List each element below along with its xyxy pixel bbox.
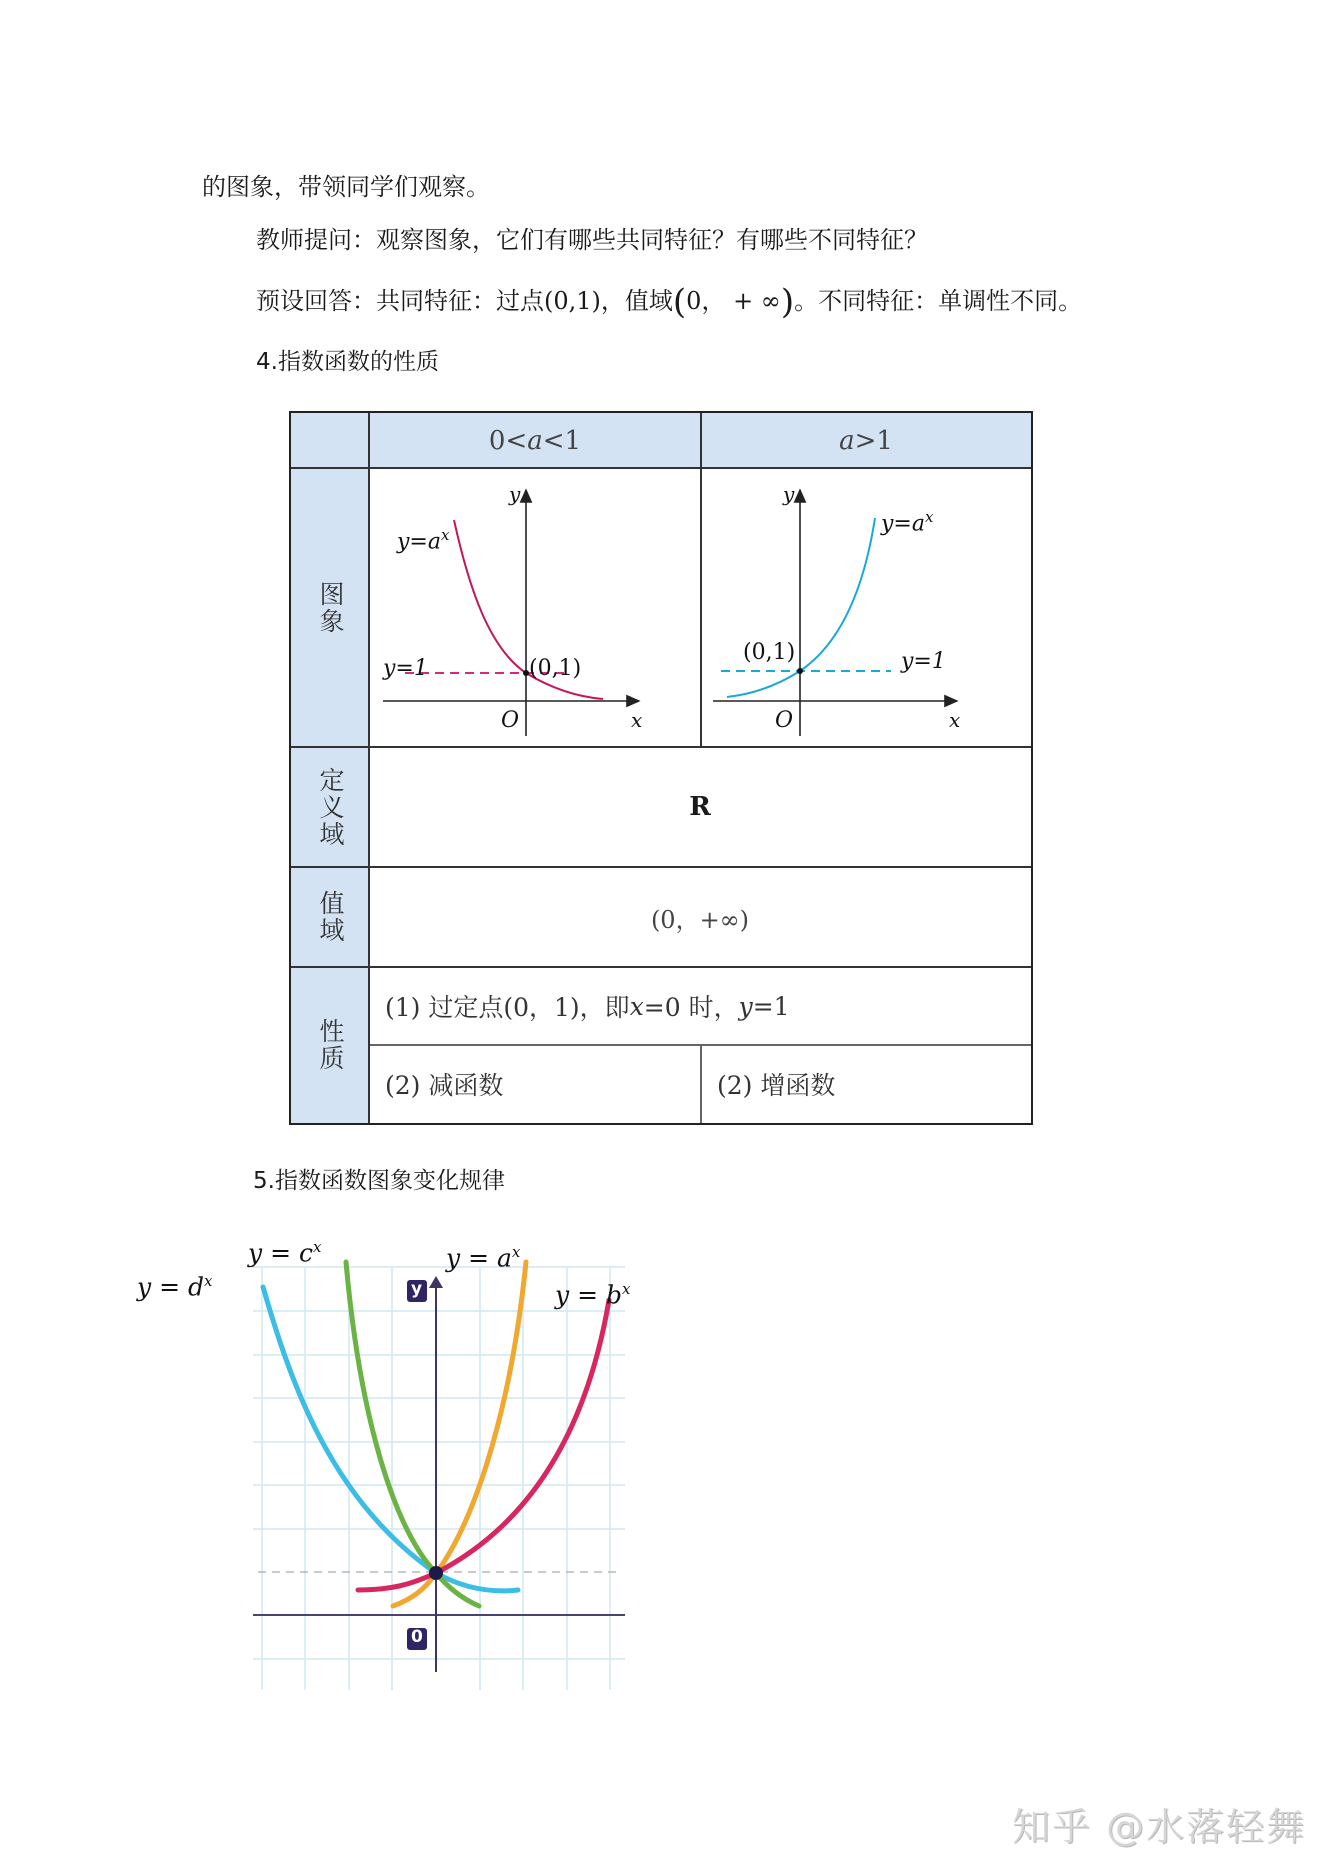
header-left-post: <1 bbox=[542, 425, 582, 456]
property1-post: =1 bbox=[752, 991, 790, 1021]
answer-text-pre: 预设回答：共同特征：过点(0,1)，值域 bbox=[256, 287, 673, 315]
paragraph-teacher-question: 教师提问：观察图象，它们有哪些共同特征？有哪些不同特征？ bbox=[256, 226, 928, 254]
paren-open: ( bbox=[672, 282, 687, 322]
domain-value: R bbox=[689, 792, 711, 822]
label-d-curve: $y = d^x$ bbox=[137, 1272, 213, 1302]
right-x-axis-label: x bbox=[949, 708, 961, 732]
range-value: (0，+∞) bbox=[650, 905, 750, 934]
paragraph-line-1: 的图象，带领同学们观察。 bbox=[202, 173, 490, 201]
row-label-domain-text: 定义域 bbox=[316, 766, 345, 848]
left-asymptote-label: y=1 bbox=[383, 656, 428, 681]
row-label-properties-text: 性质 bbox=[316, 1018, 345, 1072]
right-curve-label: $y=a^x$ bbox=[881, 508, 934, 537]
left-origin-label: O bbox=[501, 708, 520, 733]
property1-var-x: x bbox=[629, 991, 644, 1021]
row-label-graph-text: 图象 bbox=[316, 580, 345, 635]
property1-mid: =0 时， bbox=[643, 993, 739, 1022]
y-axis-badge: y bbox=[411, 1279, 423, 1299]
row-label-range-text: 值域 bbox=[316, 890, 345, 944]
answer-range: 0， + ∞ bbox=[686, 287, 781, 315]
property1-var-y: y bbox=[738, 991, 753, 1021]
right-origin-label: O bbox=[775, 708, 794, 733]
property-increasing: (2) 增函数 bbox=[717, 1071, 836, 1100]
property-decreasing: (2) 减函数 bbox=[385, 1071, 504, 1100]
answer-text-post: 。不同特征：单调性不同。 bbox=[794, 287, 1083, 315]
watermark: 知乎 @水落轻舞 bbox=[1012, 1805, 1307, 1849]
right-asymptote-label: y=1 bbox=[901, 649, 946, 674]
left-y-axis-label: y bbox=[509, 482, 521, 506]
header-left-var: a bbox=[527, 425, 543, 456]
section-4-heading: 4.指数函数的性质 bbox=[256, 349, 439, 375]
label-a-curve: $y = a^x$ bbox=[446, 1243, 521, 1273]
left-x-axis-label: x bbox=[631, 708, 643, 732]
right-point-label: (0,1) bbox=[743, 640, 796, 665]
property1-pre: (1) 过定点(0，1)，即 bbox=[385, 993, 630, 1022]
label-c-curve: $y = c^x$ bbox=[248, 1238, 322, 1268]
header-left-pre: 0< bbox=[488, 425, 528, 456]
header-right-post: >1 bbox=[854, 425, 893, 456]
paren-close: ) bbox=[780, 282, 795, 322]
header-right-var: a bbox=[839, 425, 855, 456]
right-y-axis-label: y bbox=[783, 482, 795, 506]
label-b-curve: $y = b^x$ bbox=[555, 1280, 631, 1310]
origin-badge: 0 bbox=[411, 1627, 423, 1647]
section-5-heading: 5.指数函数图象变化规律 bbox=[253, 1168, 505, 1194]
left-point-label: (0,1) bbox=[529, 656, 582, 681]
left-curve-label: $y=a^x$ bbox=[397, 526, 450, 555]
